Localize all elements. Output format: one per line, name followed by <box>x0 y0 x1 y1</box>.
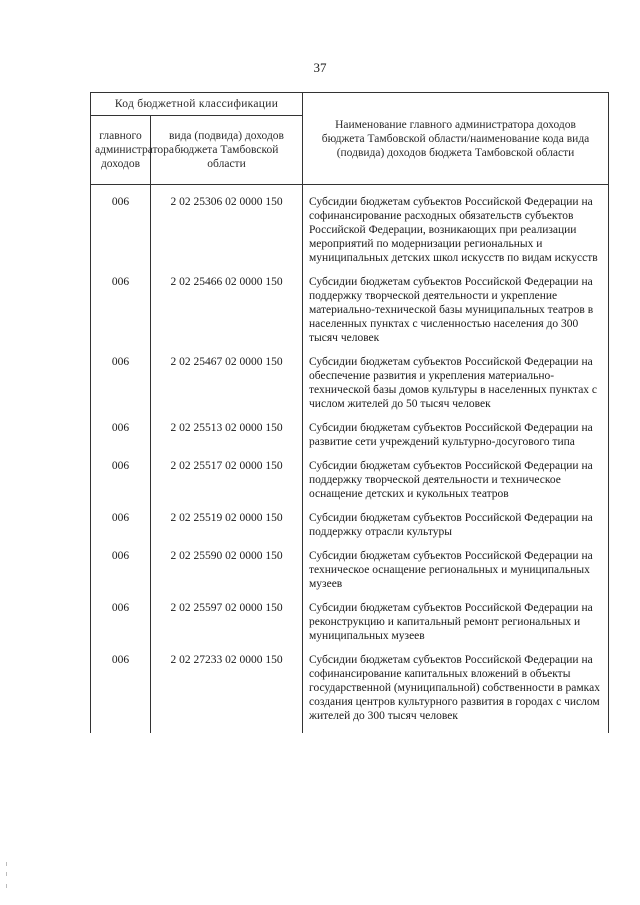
table-row <box>91 185 609 276</box>
revenue-code-cell: 2 02 25517 02 0000 150 <box>151 459 303 511</box>
header-budget-classification-code: Код бюджетной классификации <box>91 93 303 116</box>
revenue-code-cell: 2 02 25519 02 0000 150 <box>151 511 303 549</box>
revenue-name-cell: Субсидии бюджетам субъектов Российской Федерации на поддержку творческой деятельности и укрепление материально-технической базы муниципальных театров в населенных пунктах с численностью населения до 300 тысяч человек <box>303 275 609 355</box>
revenue-code-cell: 2 02 25466 02 0000 150 <box>151 275 303 355</box>
admin-code-cell: 006 <box>91 185 151 276</box>
table-row <box>91 549 609 601</box>
table-row <box>91 653 609 733</box>
revenue-name-cell: Субсидии бюджетам субъектов Российской Федерации на реконструкцию и капитальный ремонт региональных и муниципальных музеев <box>303 601 609 653</box>
revenue-code-cell: 2 02 25590 02 0000 150 <box>151 549 303 601</box>
revenue-name-cell: Субсидии бюджетам субъектов Российской Федерации на поддержку творческой деятельности и техническое оснащение детских и кукольных театров <box>303 459 609 511</box>
revenue-name-cell: Субсидии бюджетам субъектов Российской Федерации на обеспечение развития и укрепления материально-технической базы домов культуры в населенных пунктах с числом жителей до 50 тысяч человек <box>303 355 609 421</box>
revenue-name-cell: Субсидии бюджетам субъектов Российской Федерации на развитие сети учреждений культурно-досугового типа <box>303 421 609 459</box>
table-row <box>91 275 609 355</box>
table-row <box>91 601 609 653</box>
revenue-name-cell: Субсидии бюджетам субъектов Российской Федерации на софинансирование капитальных вложений в объекты государственной (муниципальной) собственности в рамках создания центров культурного развития в городах с числом жителей до 300 тысяч человек <box>303 653 609 733</box>
header-administrator-name: Наименование главного администратора доходов бюджета Тамбовской области/наименование кода вида (подвида) доходов бюджета Тамбовской области <box>303 93 609 185</box>
table-row <box>91 355 609 421</box>
table-row <box>91 459 609 511</box>
revenue-code-cell: 2 02 25597 02 0000 150 <box>151 601 303 653</box>
revenue-code-cell: 2 02 27233 02 0000 150 <box>151 653 303 733</box>
admin-code-cell: 006 <box>91 275 151 355</box>
header-revenue-type-code: вида (подвида) доходов бюджета Тамбовской области <box>151 116 303 185</box>
table-row <box>91 421 609 459</box>
margin-mark <box>6 884 7 888</box>
margin-mark <box>6 872 7 876</box>
admin-code-cell: 006 <box>91 653 151 733</box>
page-number: 37 <box>313 60 327 75</box>
admin-code-cell: 006 <box>91 511 151 549</box>
admin-code-cell: 006 <box>91 421 151 459</box>
revenue-name-cell: Субсидии бюджетам субъектов Российской Федерации на софинансирование расходных обязательств субъектов Российской Федерации, возникающих при реализации мероприятий по модернизации региональных и муниципальных детских школ искусств по видам искусств <box>303 185 609 276</box>
revenue-code-cell: 2 02 25306 02 0000 150 <box>151 185 303 276</box>
revenue-name-cell: Субсидии бюджетам субъектов Российской Федерации на поддержку отрасли культуры <box>303 511 609 549</box>
table-row <box>91 511 609 549</box>
budget-classification-table <box>90 92 609 733</box>
revenue-code-cell: 2 02 25467 02 0000 150 <box>151 355 303 421</box>
revenue-name-cell: Субсидии бюджетам субъектов Российской Федерации на техническое оснащение региональных и муниципальных музеев <box>303 549 609 601</box>
admin-code-cell: 006 <box>91 601 151 653</box>
admin-code-cell: 006 <box>91 549 151 601</box>
admin-code-cell: 006 <box>91 355 151 421</box>
margin-mark <box>6 862 7 866</box>
header-main-administrator: главного администратора доходов <box>91 116 151 185</box>
revenue-code-cell: 2 02 25513 02 0000 150 <box>151 421 303 459</box>
table-body <box>91 185 609 734</box>
admin-code-cell: 006 <box>91 459 151 511</box>
